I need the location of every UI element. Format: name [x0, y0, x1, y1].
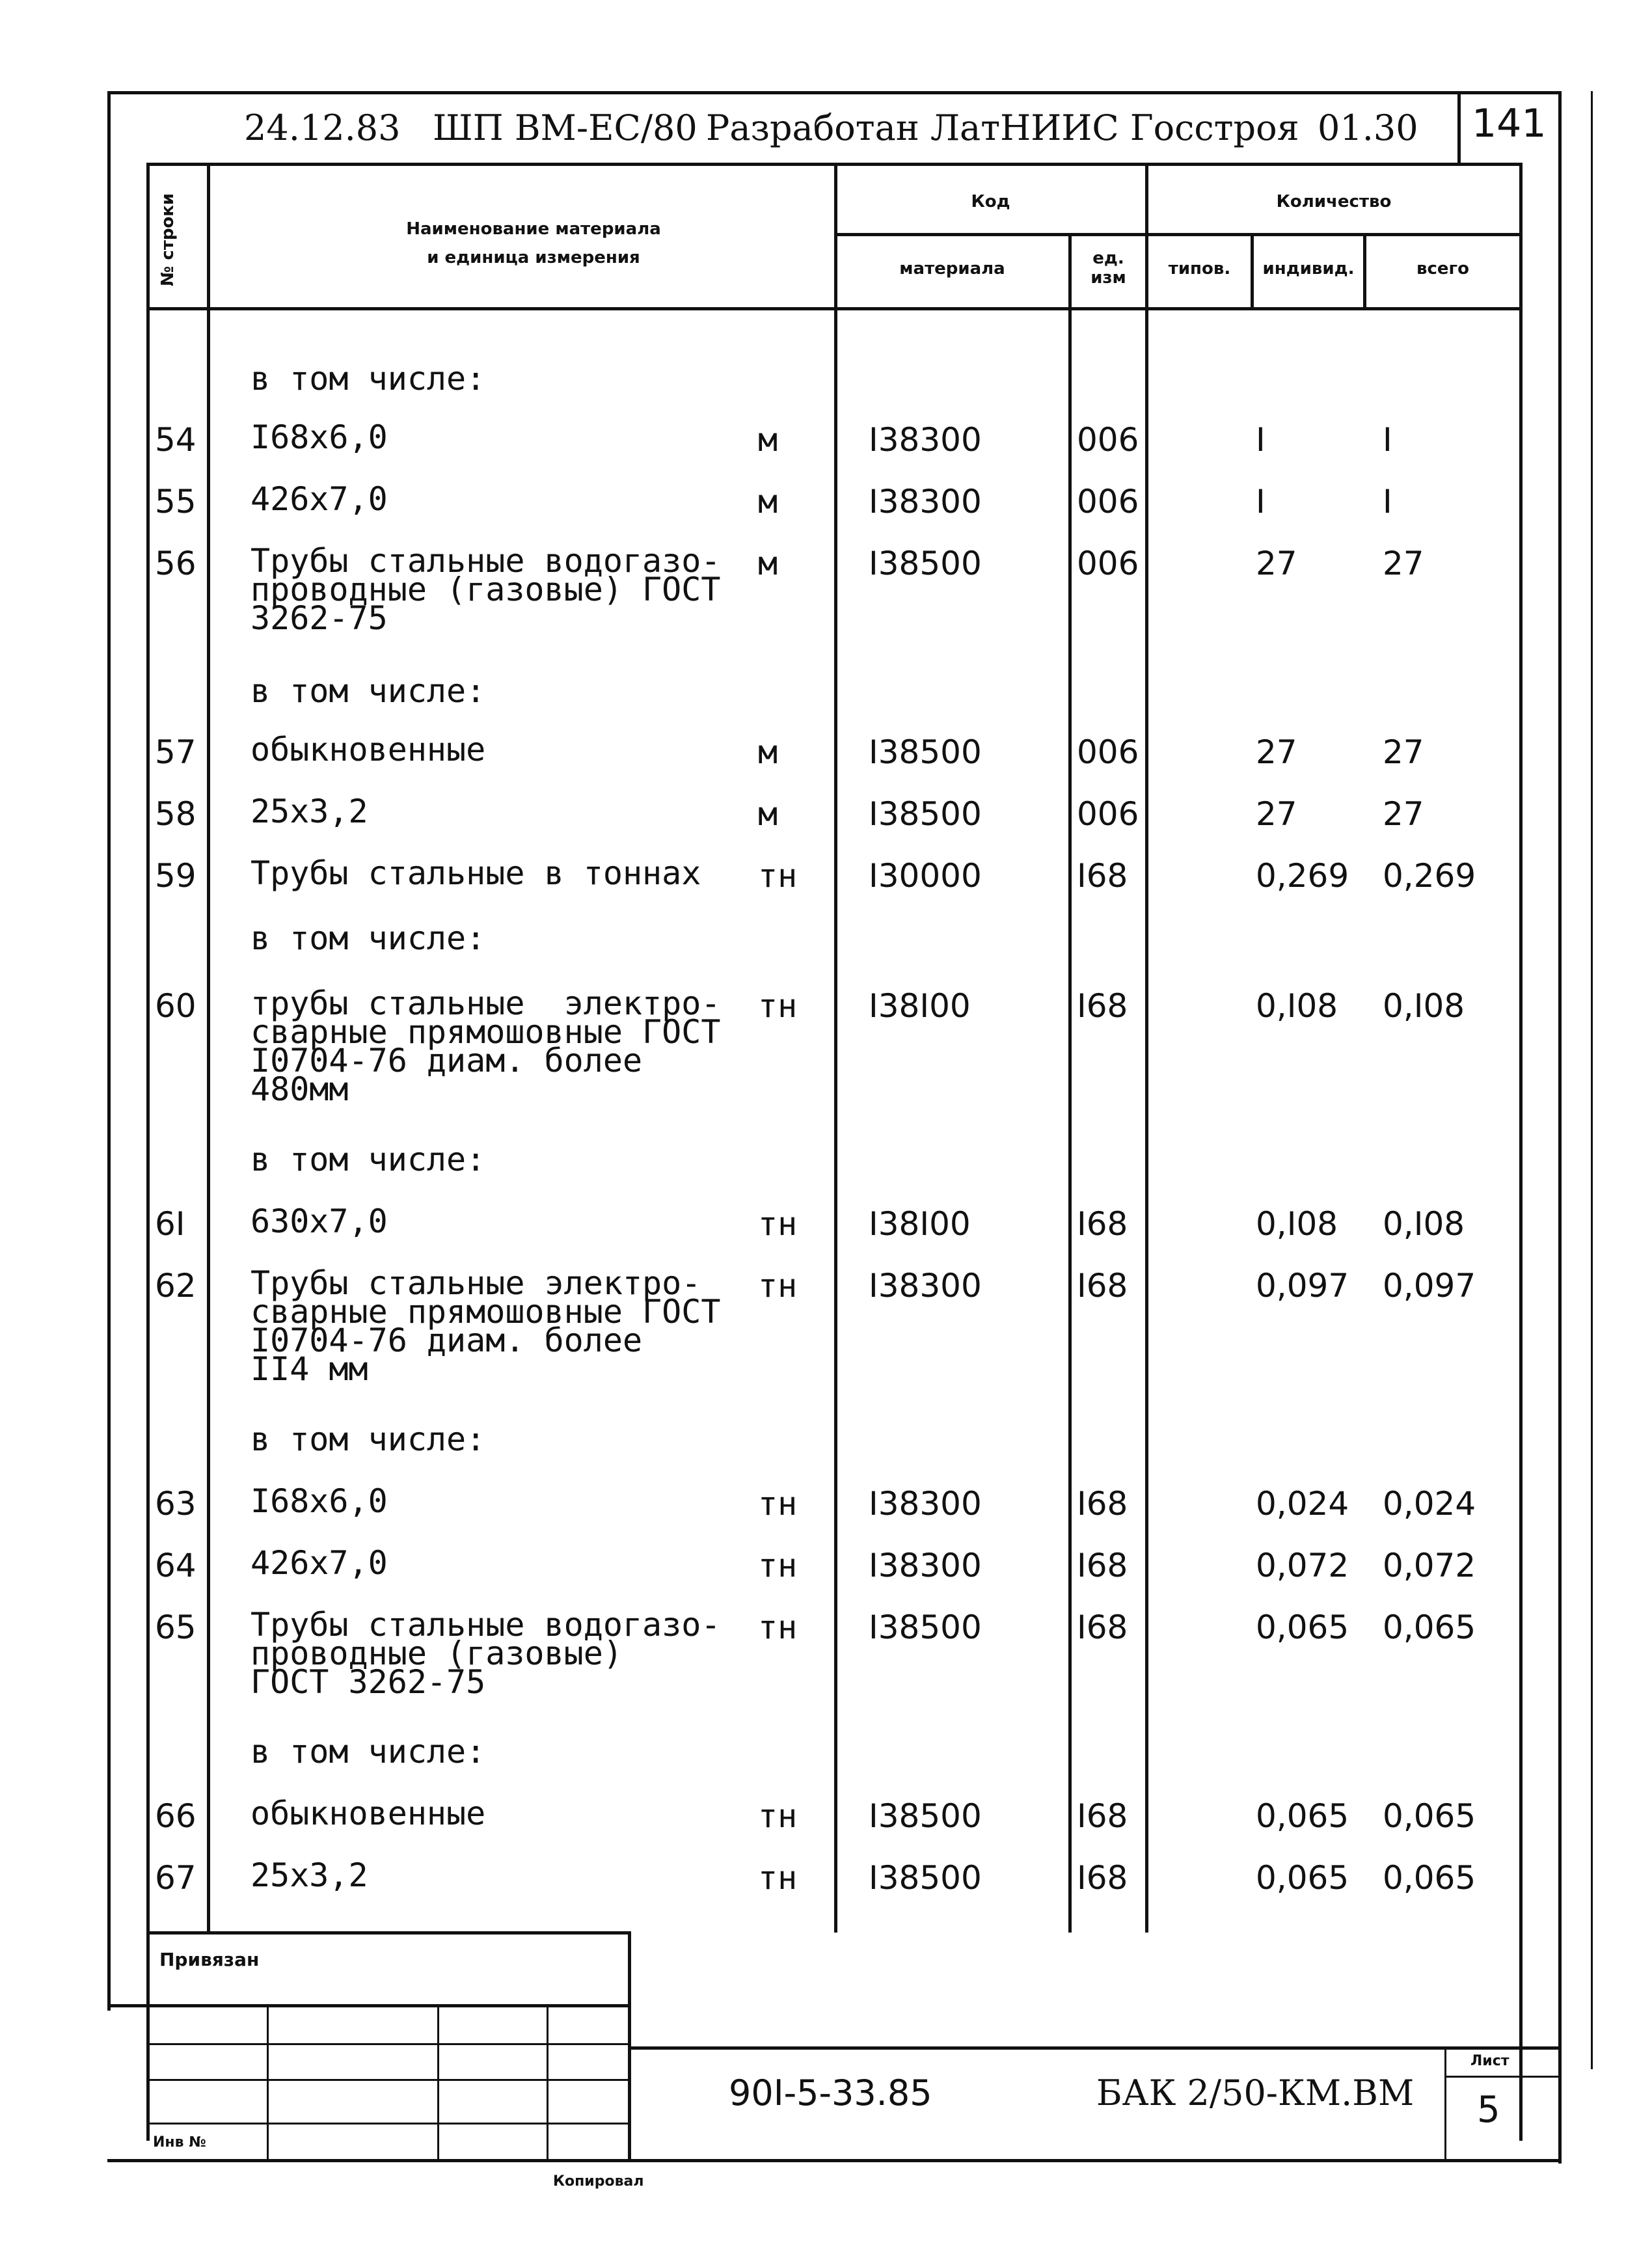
material-code: I38300 [869, 1267, 982, 1305]
unit-code: 006 [1077, 733, 1139, 771]
material-code: I38500 [869, 733, 982, 771]
unit: м [758, 733, 778, 771]
stamp-mid-line [628, 2046, 1558, 2050]
kod-header: Код [971, 192, 1010, 211]
header-code: 01.30 [1318, 107, 1418, 148]
unit: тн [758, 987, 798, 1025]
unit: тн [758, 1485, 798, 1523]
material-code: I38300 [869, 421, 982, 459]
stamp-col-3 [547, 2004, 548, 2160]
qty-individual: 0,024 [1256, 1485, 1349, 1523]
top-frame-line [107, 91, 1562, 94]
qty-total: I [1383, 421, 1392, 459]
unit-code: 006 [1077, 545, 1139, 582]
unit-code: I68 [1077, 1485, 1128, 1523]
list-value: 5 [1477, 2089, 1500, 2131]
material-code: I38500 [869, 1797, 982, 1835]
unit-code: 006 [1077, 421, 1139, 459]
material-subheader: материала [899, 259, 1005, 278]
material-code: I38500 [869, 1609, 982, 1646]
material-name: Трубы стальные водогазо- проводные (газовые) ГОСТ 3262-75 [251, 1606, 721, 1701]
unit: тн [758, 1609, 798, 1646]
stamp-line-2 [107, 2004, 631, 2007]
qty-individual: 27 [1256, 795, 1297, 833]
right-outer-line [1591, 91, 1593, 2069]
qty-individual: I [1256, 483, 1266, 521]
material-name: в том числе: [251, 360, 486, 398]
page-number-box-left [1457, 91, 1461, 163]
qty-individual: 0,065 [1256, 1859, 1349, 1897]
col-line-kol [1145, 163, 1148, 1933]
stamp-col-2 [437, 2004, 439, 2160]
qty-total: 0,I08 [1383, 1205, 1465, 1243]
material-name: обыкновенные [251, 731, 486, 768]
doc-code: 90I-5-33.85 [729, 2072, 932, 2113]
unit-code: I68 [1077, 1267, 1128, 1305]
material-code: I38300 [869, 483, 982, 521]
material-code: I38500 [869, 795, 982, 833]
qty-individual: 27 [1256, 545, 1297, 582]
stamp-line-5 [146, 2123, 631, 2124]
unit-code: I68 [1077, 1797, 1128, 1835]
unit-code: I68 [1077, 987, 1128, 1025]
material-code: I30000 [869, 857, 982, 895]
unit-code: I68 [1077, 1205, 1128, 1243]
unit: тн [758, 857, 798, 895]
material-name: обыкновенные [251, 1795, 486, 1832]
material-name: в том числе: [251, 919, 486, 957]
qty-individual: I [1256, 421, 1266, 459]
kolichestvo-header: Количество [1276, 192, 1392, 211]
material-code: I38300 [869, 1547, 982, 1584]
header-project: ШП ВМ-ЕС/80 [433, 107, 697, 148]
left-margin-line [107, 91, 111, 2011]
unit: м [758, 795, 778, 833]
material-name: 630x7,0 [251, 1202, 388, 1240]
row-number: 59 [155, 857, 196, 895]
name-column-header: Наименование материала и единица измерения [406, 219, 661, 267]
page-number: 141 [1472, 101, 1547, 146]
ed-izm-subheader: ед. изм [1090, 249, 1126, 288]
stamp-line-4 [146, 2079, 631, 2081]
qty-total: 0,072 [1383, 1547, 1476, 1584]
stamp-line-3 [146, 2043, 631, 2045]
unit-code: I68 [1077, 1859, 1128, 1897]
row-number: 57 [155, 733, 196, 771]
unit: тн [758, 1267, 798, 1305]
right-frame-line [1558, 91, 1562, 2164]
material-code: I38500 [869, 545, 982, 582]
qty-total: 27 [1383, 545, 1424, 582]
material-name: трубы стальные электро- сварные прямошовные ГОСТ I0704-76 диам. более 480мм [251, 984, 721, 1108]
tipov-subheader: типов. [1168, 259, 1231, 278]
row-number: 56 [155, 545, 196, 582]
qty-total: 27 [1383, 733, 1424, 771]
stamp-inv-no: Инв № [153, 2134, 206, 2151]
qty-total: 0,065 [1383, 1859, 1476, 1897]
list-box-left [1444, 2046, 1446, 2160]
qty-total: 0,I08 [1383, 987, 1465, 1025]
header-bottom-line [146, 163, 1519, 166]
unit: м [758, 421, 778, 459]
qty-individual: 0,I08 [1256, 987, 1338, 1025]
doc-name: БАК 2/50-КМ.ВМ [1096, 2072, 1415, 2113]
header-developer: Разработан ЛатНИИС Госстроя [706, 107, 1299, 148]
qty-individual: 0,I08 [1256, 1205, 1338, 1243]
row-number: 6I [155, 1205, 185, 1243]
unit: тн [758, 1547, 798, 1584]
list-box-mid [1444, 2076, 1558, 2078]
material-name: Трубы стальные в тоннах [251, 854, 701, 892]
material-name: в том числе: [251, 1420, 486, 1458]
row-number: 54 [155, 421, 196, 459]
subheader-line-kod [836, 233, 1519, 236]
individ-subheader: индивид. [1262, 259, 1355, 278]
stamp-privyazan: Привязан [159, 1949, 260, 1970]
row-number: 62 [155, 1267, 196, 1305]
qty-total: 27 [1383, 795, 1424, 833]
qty-individual: 0,065 [1256, 1609, 1349, 1646]
material-name: в том числе: [251, 1733, 486, 1771]
stamp-col-1 [267, 2004, 269, 2160]
unit: тн [758, 1205, 798, 1243]
unit: м [758, 545, 778, 582]
material-name: в том числе: [251, 1141, 486, 1178]
material-code: I38500 [869, 1859, 982, 1897]
table-right-line [1519, 163, 1523, 2141]
table-header-bottom-line [146, 307, 1519, 310]
vsego-subheader: всего [1416, 259, 1469, 278]
header-date: 24.12.83 [244, 107, 401, 148]
stamp-top-line [146, 1931, 631, 1934]
material-code: I38300 [869, 1485, 982, 1523]
row-number: 55 [155, 483, 196, 521]
unit-code: I68 [1077, 1609, 1128, 1646]
qty-total: 0,065 [1383, 1797, 1476, 1835]
unit-code: 006 [1077, 483, 1139, 521]
qty-total: 0,065 [1383, 1609, 1476, 1646]
material-name: I68x6,0 [251, 418, 388, 456]
qty-individual: 0,097 [1256, 1267, 1349, 1305]
qty-individual: 0,072 [1256, 1547, 1349, 1584]
row-number: 64 [155, 1547, 196, 1584]
unit-code: I68 [1077, 857, 1128, 895]
material-name: Трубы стальные водогазо- проводные (газовые) ГОСТ 3262-75 [251, 542, 721, 637]
unit-code: 006 [1077, 795, 1139, 833]
col-line-ed [1068, 233, 1072, 1933]
material-name: I68x6,0 [251, 1482, 388, 1520]
qty-total: 0,097 [1383, 1267, 1476, 1305]
stamp-bottom-line [107, 2159, 1562, 2162]
row-number: 58 [155, 795, 196, 833]
material-code: I38I00 [869, 1205, 971, 1243]
col-line-name [207, 163, 210, 1933]
qty-individual: 0,065 [1256, 1797, 1349, 1835]
material-name: 426x7,0 [251, 480, 388, 518]
material-name: в том числе: [251, 672, 486, 710]
row-number: 65 [155, 1609, 196, 1646]
qty-total: 0,269 [1383, 857, 1476, 895]
unit: тн [758, 1797, 798, 1835]
row-number: 60 [155, 987, 196, 1025]
qty-individual: 0,269 [1256, 857, 1349, 895]
qty-total: I [1383, 483, 1392, 521]
unit: м [758, 483, 778, 521]
row-number-header: № строки [158, 193, 178, 286]
left-edge-short [107, 1536, 111, 1588]
unit-code: I68 [1077, 1547, 1128, 1584]
unit: тн [758, 1859, 798, 1897]
material-name: 426x7,0 [251, 1544, 388, 1582]
qty-total: 0,024 [1383, 1485, 1476, 1523]
material-name: 25x3,2 [251, 1856, 368, 1894]
stamp-kopiroval: Копировал [553, 2173, 644, 2190]
table-left-line [146, 163, 150, 2141]
row-number: 67 [155, 1859, 196, 1897]
material-code: I38I00 [869, 987, 971, 1025]
row-number: 63 [155, 1485, 196, 1523]
material-name: Трубы стальные электро- сварные прямошовные ГОСТ I0704-76 диам. более II4 мм [251, 1264, 721, 1388]
col-line-code [834, 163, 837, 1933]
material-name: 25x3,2 [251, 793, 368, 830]
list-label: Лист [1470, 2053, 1510, 2069]
qty-individual: 27 [1256, 733, 1297, 771]
row-number: 66 [155, 1797, 196, 1835]
